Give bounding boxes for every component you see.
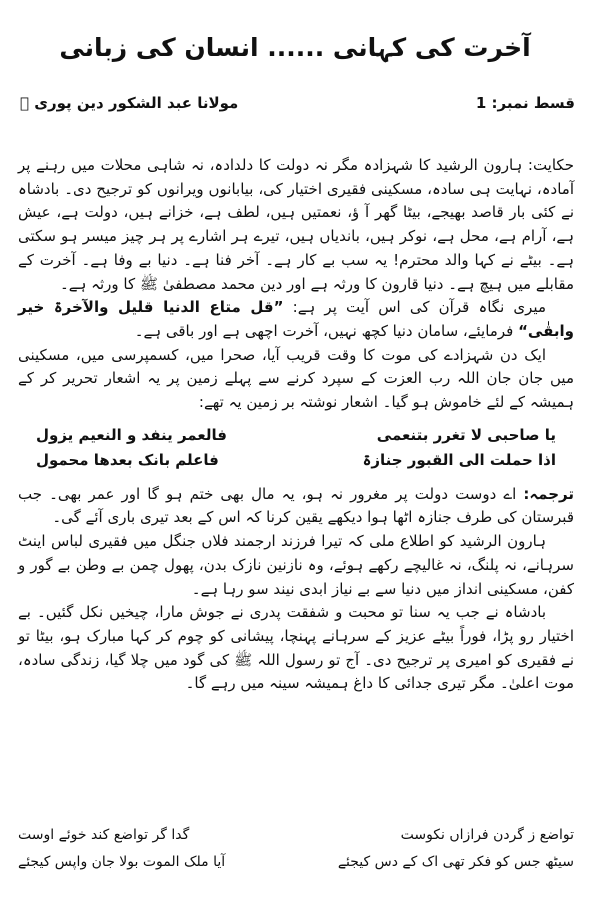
verse-right: سیٹھ جس کو فکر تھی اک کے دس کیجئے (337, 854, 574, 870)
quran-lead: میری نگاہ قرآن کی اس آیت پر ہے: (283, 298, 546, 317)
verse-line (18, 448, 574, 473)
verse-line (18, 423, 574, 448)
paragraph-king: بادشاہ نے جب یہ سنا تو محبت و شفقت پدری نے جوش مارا، چیخیں نکل گئیں۔ بے اختیار رو پڑا، فوراً بیٹے عزیز کے سرہانے پہنچا، پیشانی کو چوم کر کہا مبارک ہو، بیٹا تو نے فقیری کو امیری پر ترجیح دی۔ آج تو رسول اللہ ﷺ کی گود میں چلا گیا، زندگی سادہ، موت اعلیٰ۔ مگر تیری جدائی کا داغ ہمیشہ سینہ میں رہے گا۔ (18, 603, 574, 693)
verse-right: تواضع ز گردن فرازاں نکوست (400, 827, 574, 843)
verse-left: فاعلم بانک بعدھا محمول (36, 450, 219, 469)
paragraph-translation (18, 483, 574, 530)
translation-label: ترجمہ: (523, 484, 574, 503)
arabic-verses (18, 423, 574, 473)
persian-verses (18, 822, 574, 876)
article-body (18, 154, 574, 696)
verse-left: آیا ملک الموت بولا جان واپس کیجئے (18, 854, 226, 870)
verse-right: یا صاحبی لا تغرر بتنعمی (376, 425, 556, 444)
paragraph-death: ایک دن شہزادے کی موت کا وقت قریب آیا، صحرا میں، کسمپرسی میں، مسکینی میں جان جان اللہ رب العزت کے سپرد کرنے سے پہلے زمین پر یہ اشعار تحریر کر کے ہمیشہ کے لئے خاموش ہو گیا۔ اشعار نوشتہ بر زمین یہ تھے: (18, 345, 574, 412)
translation-text: اے دوست دولت پر مغرور نہ ہو، یہ مال بھی ختم ہو گا اور عمر بھی۔ جب قبرستان کی طرف جنازہ اٹھا ہوا دیکھے یقین کرنا کہ اس کے بعد تیری باری آئے گی۔ (18, 484, 574, 527)
persian-verse-line (18, 822, 574, 849)
paragraph-news: ہارون الرشید کو اطلاع ملی کہ تیرا فرزند ارجمند فلاں جنگل میں فقیری لباس اینٹ سرہانے، نہ پلنگ، نہ غالیچے رکھے ہوئے، وہ نازنین نازک بدن، پھول چمن بے وطن بے گور و کفن، مسکینی انداز میں دنیا سے بے نیاز ابدی نیند سو رہا ہے۔ (18, 532, 574, 598)
verse-left: گدا گر تواضع کند خوئے اوست (18, 827, 190, 843)
paragraph-quran (18, 296, 574, 343)
quran-verse: ”قل متاع الدنیا قلیل والآخرۃ خیر وابقٰی“ (18, 298, 574, 340)
article-title: آخرت کی کہانی ...... انسان کی زبانی (59, 33, 531, 62)
installment-number: قسط نمبر: 1 (475, 94, 575, 112)
verse-right: اذا حملت الی القبور جنازۃ (362, 450, 556, 469)
persian-verse-line (18, 849, 574, 876)
verse-left: فالعمر ینفد و النعیم یزول (36, 425, 227, 444)
installment-line (20, 94, 575, 122)
quran-rest: فرمایئے، سامان دنیا کچھ نہیں، آخرت اچھی ہے اور باقی ہے۔ (134, 321, 519, 340)
paragraph-story: حکایت: ہارون الرشید کا شہزادہ مگر نہ دولت کا دلدادہ، نہ شاہی محلات میں رہنے پر آمادہ، نہایت ہی سادہ، مسکینی فقیری اختیار کی، بیابانوں ویرانوں کو ترجیح دی۔ بادشاہ نے کئی بار قاصد بھیجے، بیٹا گھر آ ؤ، نعمتیں ہیں، لطف ہے، خزانے ہیں، دولت ہے، عیش ہے، آرام ہے، محل ہے، نوکر ہیں، باندیاں ہیں، تیرے ہر اشارے پر ہر چیز میسر ہو سکتی ہے۔ بیٹے نے کہا والد محترم! یہ سب بے کار ہے۔ آخر فنا ہے۔ دنیا بے وفا ہے۔ آخرت کے مقابلے میں ہیچ ہے۔ دنیا قارون کا ورثہ ہے اور دین محمد مصطفیٰ ﷺ کا ورثہ ہے۔ (18, 156, 574, 293)
author-name: مولانا عبد الشکور دین پوری ﷫ (20, 94, 239, 112)
